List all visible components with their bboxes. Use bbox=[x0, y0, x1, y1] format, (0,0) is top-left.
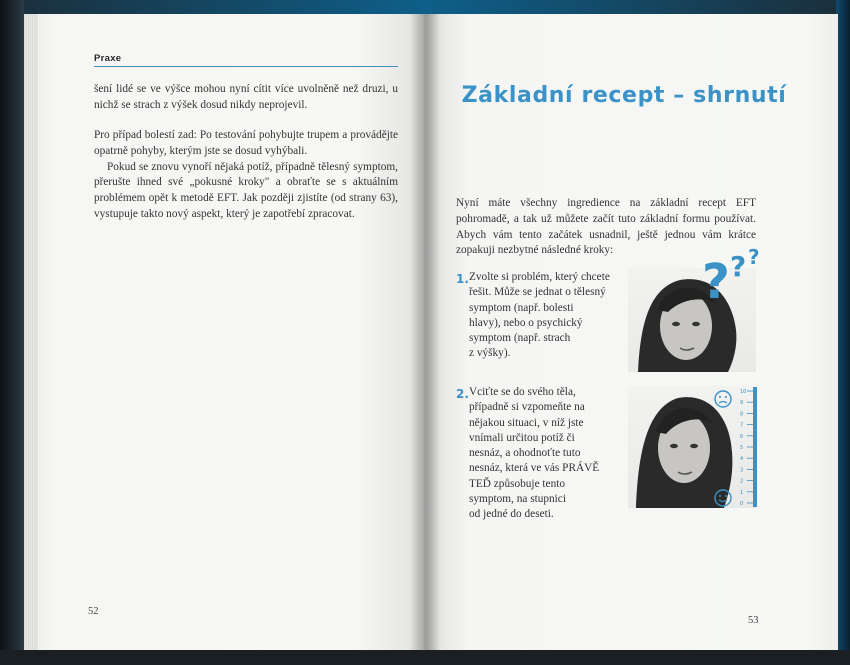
step-text bbox=[469, 385, 599, 523]
book-cover-right bbox=[836, 0, 850, 665]
step-line: vnímali určitou potíž či bbox=[469, 431, 575, 444]
paragraph: Nyní máte všechny ingredience na základní recept EFT pohromadě, a tak už můžete začít tuto základní formu používat. Abych vám tento začátek usnadnil, ještě jednou vám krátce zopakuji nezbytné následné kroky: bbox=[456, 197, 756, 257]
step-line: nesnáz, a ohodnoťte tuto bbox=[469, 447, 581, 460]
scale-label: 10 bbox=[740, 389, 747, 395]
step-number: 2. bbox=[456, 387, 469, 401]
left-body-text bbox=[94, 82, 398, 114]
paragraph: šení lidé se ve výšce mohou nyní cítit více uvolněně než druzi, u nichž se strach z výšek dosud nikdy neprojevil. bbox=[94, 83, 398, 111]
step-line: Zvolte si problém, který chcete bbox=[469, 271, 610, 283]
page-title: Základní recept – shrnutí bbox=[461, 83, 787, 108]
scale-label: 6 bbox=[740, 433, 744, 440]
step-line: symptom, na stupnici bbox=[469, 493, 566, 506]
scale-label: 8 bbox=[740, 411, 744, 418]
scale-label: 5 bbox=[740, 445, 744, 451]
paragraph: Pokud se znovu vynoří nějaká potíž, případně tělesný symptom, přerušte ihned své „pokusné kroky" a obraťte se s aktuálním problémem opět k metodě EFT. Jak později zjistíte (od strany 63), vystupuje takto nový aspekt, který je zapotřebí zpracovat. bbox=[94, 160, 398, 220]
step-line: případně si vzpomeňte na bbox=[469, 401, 585, 414]
step-line: hlavy), nebo o psychický bbox=[469, 316, 583, 329]
happy-face-icon bbox=[715, 490, 731, 506]
page-number-left: 52 bbox=[88, 606, 99, 617]
book-gutter bbox=[410, 14, 440, 652]
step-line: z výšky). bbox=[469, 347, 511, 360]
question-marks-icon bbox=[700, 238, 770, 308]
svg-text:?: ? bbox=[702, 254, 730, 308]
scale-label: 9 bbox=[740, 400, 744, 407]
scale-icon bbox=[712, 385, 760, 510]
left-body-text-2 bbox=[94, 128, 398, 223]
step-line: nějakou situaci, v níž jste bbox=[469, 416, 584, 429]
step-line: od jedné do deseti. bbox=[469, 508, 554, 521]
page-number-right: 53 bbox=[748, 615, 759, 626]
book-cover-bottom bbox=[0, 650, 850, 665]
scale-label: 2 bbox=[740, 478, 744, 485]
sad-face-icon bbox=[715, 391, 731, 407]
step-line: řešit. Může se jednat o tělesný bbox=[469, 286, 606, 299]
running-head: Praxe bbox=[94, 53, 122, 64]
page-edges bbox=[24, 14, 38, 652]
step-line: Vciťte se do svého těla, bbox=[469, 386, 576, 398]
scale-label: 3 bbox=[740, 467, 744, 474]
svg-text:?: ? bbox=[730, 250, 747, 283]
step-line: TEĎ způsobuje tento bbox=[469, 477, 566, 490]
step-line: symptom (např. strach bbox=[469, 332, 571, 345]
paragraph: Pro případ bolestí zad: Po testování pohybujte trupem a provádějte opatrně pohyby, kterým jste se dosud vyhýbali. bbox=[94, 129, 398, 157]
book-cover-left bbox=[0, 0, 24, 665]
svg-text:?: ? bbox=[748, 245, 760, 269]
step-line: symptom (např. bolesti bbox=[469, 301, 574, 314]
running-head-rule bbox=[94, 66, 398, 67]
step-text bbox=[469, 270, 610, 362]
scale-label: 0 bbox=[740, 501, 744, 507]
step-number: 1. bbox=[456, 272, 469, 286]
scale-label: 1 bbox=[740, 489, 744, 496]
step-line: nesnáz, která ve vás PRÁVĚ bbox=[469, 462, 600, 475]
scale-label: 7 bbox=[740, 422, 744, 429]
scale-label: 4 bbox=[740, 456, 744, 463]
